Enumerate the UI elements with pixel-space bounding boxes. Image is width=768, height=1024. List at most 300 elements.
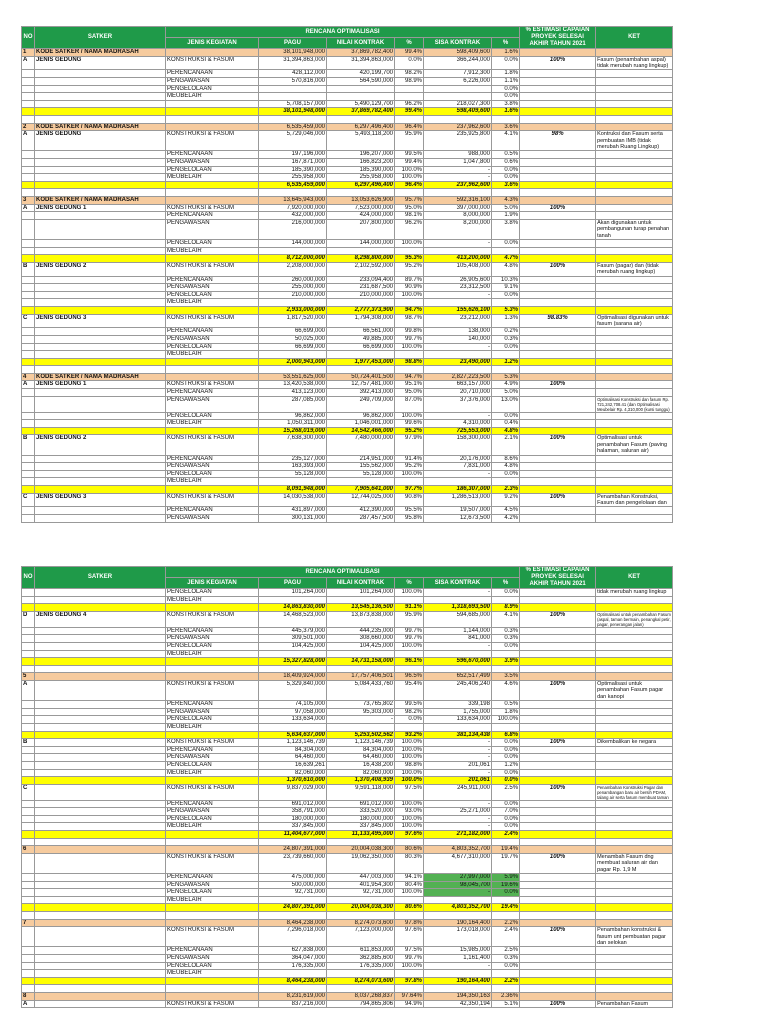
- cell-estimasi: [520, 831, 596, 839]
- cell-percent-sisa: 3.6%: [492, 181, 520, 189]
- cell-ket: Penambahan Fasum: [596, 1000, 673, 1008]
- cell-percent: 97.5%: [395, 784, 424, 800]
- cell-nilai-kontrak: 2,777,373,900: [327, 306, 395, 314]
- table-row: [22, 435, 673, 455]
- cell-no: [22, 291, 35, 299]
- cell-percent: 99.5%: [395, 701, 424, 709]
- cell-estimasi: [520, 291, 596, 299]
- cell-sisa-kontrak: [424, 85, 492, 93]
- cell-ket: [596, 174, 673, 182]
- cell-percent-sisa: 1.2%: [492, 761, 520, 769]
- header-percent: %: [395, 38, 424, 49]
- cell-estimasi: [520, 219, 596, 239]
- cell-jenis-kegiatan: PENGAWASAN: [166, 158, 259, 166]
- cell-percent-sisa: 1.1%: [492, 78, 520, 86]
- cell-pagu: 300,131,000: [259, 515, 327, 523]
- cell-ket: [596, 701, 673, 709]
- cell-pagu: 74,105,000: [259, 701, 327, 709]
- cell-percent-sisa: 7.0%: [492, 808, 520, 816]
- cell-percent: [395, 970, 424, 978]
- cell-nilai-kontrak: 412,390,000: [327, 507, 395, 515]
- cell-ket: [596, 486, 673, 494]
- cell-ket: Optimalisasi untuk penambahan Fasum (aspal, taman bermain, penangkal petir, pagar, penerangan jalan): [597, 611, 671, 627]
- cell-estimasi: [520, 658, 596, 666]
- cell-ket: [596, 708, 673, 716]
- cell-pagu: [259, 351, 327, 359]
- cell-percent: 95.9%: [395, 131, 424, 151]
- cell-satker: [35, 853, 166, 873]
- cell-percent: 89.7%: [395, 276, 424, 284]
- cell-no: [22, 93, 35, 101]
- cell-pagu: 50,025,000: [259, 335, 327, 343]
- cell-satker: [35, 673, 166, 681]
- cell-no: [22, 420, 35, 428]
- cell-estimasi: [520, 701, 596, 709]
- cell-percent-sisa: 0.4%: [492, 420, 520, 428]
- cell-no: [22, 470, 35, 478]
- cell-satker: [35, 927, 166, 947]
- cell-estimasi: 100%: [520, 381, 596, 389]
- cell-jenis-kegiatan: PENGAWASAN: [166, 754, 259, 762]
- cell-no: [22, 115, 35, 123]
- cell-satker: [35, 831, 166, 839]
- cell-ket: [596, 351, 673, 359]
- cell-ket: [596, 412, 673, 420]
- cell-jenis-kegiatan: PERENCANAAN: [166, 151, 259, 159]
- cell-sisa-kontrak: 1,286,513,000: [424, 493, 492, 507]
- cell-nilai-kontrak: [327, 650, 395, 658]
- cell-estimasi: [520, 650, 596, 658]
- cell-satker: [35, 708, 166, 716]
- header-sisa-kontrak: SISA KONTRAK: [424, 38, 492, 49]
- cell-ket: [596, 470, 673, 478]
- cell-pagu: 260,000,000: [259, 276, 327, 284]
- cell-jenis-kegiatan: KONSTRUKSI & FASUM: [166, 853, 259, 873]
- cell-percent: 95.3%: [395, 255, 424, 263]
- cell-jenis-kegiatan: PENGAWASAN: [166, 78, 259, 86]
- cell-sisa-kontrak: -: [424, 174, 492, 182]
- cell-jenis-kegiatan: [166, 366, 259, 374]
- cell-jenis-kegiatan: MEUBELAIR: [166, 769, 259, 777]
- cell-percent-sisa: 10.3%: [492, 276, 520, 284]
- cell-nilai-kontrak: 611,853,000: [327, 947, 395, 955]
- cell-nilai-kontrak: 233,094,400: [327, 276, 395, 284]
- table-row: [22, 784, 673, 800]
- cell-ket: [596, 977, 673, 985]
- cell-ket: Fasum (penambahan aspal) tidak merubah ruang lingkup): [596, 56, 673, 70]
- cell-pagu: [259, 85, 327, 93]
- cell-percent-sisa: 2.4%: [492, 927, 520, 947]
- cell-no: [22, 896, 35, 904]
- cell-nilai-kontrak: 7,905,641,000: [327, 486, 395, 494]
- cell-satker: [35, 174, 166, 182]
- cell-jenis-kegiatan: MEUBELAIR: [166, 596, 259, 604]
- cell-satker: KODE SATKER / NAMA MADRASAH: [35, 196, 166, 204]
- cell-no: [22, 463, 35, 471]
- cell-no: [22, 701, 35, 709]
- cell-ket: [596, 455, 673, 463]
- cell-nilai-kontrak: 95,303,000: [327, 708, 395, 716]
- cell-percent-sisa: 0.0%: [492, 56, 520, 70]
- cell-estimasi: [520, 665, 596, 673]
- cell-jenis-kegiatan: MEUBELAIR: [166, 299, 259, 307]
- cell-nilai-kontrak: 1,977,453,000: [327, 358, 395, 366]
- cell-no: [22, 881, 35, 889]
- cell-nilai-kontrak: [327, 93, 395, 101]
- cell-ket: [596, 716, 673, 724]
- cell-satker: [35, 993, 166, 1001]
- cell-satker: [35, 962, 166, 970]
- cell-ket: [596, 754, 673, 762]
- cell-pagu: 1,817,520,000: [259, 314, 327, 328]
- cell-jenis-kegiatan: PENGELOLAAN: [166, 962, 259, 970]
- cell-ket: [596, 189, 673, 197]
- cell-jenis-kegiatan: MEUBELAIR: [166, 896, 259, 904]
- cell-estimasi: [520, 874, 596, 882]
- cell-ket: [596, 838, 673, 846]
- cell-percent-sisa: [492, 478, 520, 486]
- cell-no: [22, 70, 35, 78]
- cell-estimasi: 100%: [520, 1000, 596, 1008]
- cell-sisa-kontrak: 592,316,100: [424, 196, 492, 204]
- cell-satker: [35, 85, 166, 93]
- cell-sisa-kontrak: 190,164,400: [424, 977, 492, 985]
- cell-percent: [395, 299, 424, 307]
- cell-estimasi: [520, 970, 596, 978]
- cell-sisa-kontrak: 4,803,352,700: [424, 846, 492, 854]
- cell-satker: JENIS GEDUNG: [35, 56, 166, 70]
- cell-satker: JENIS GEDUNG 1: [35, 381, 166, 389]
- cell-nilai-kontrak: 5,253,502,562: [327, 731, 395, 739]
- cell-jenis-kegiatan: [166, 665, 259, 673]
- cell-nilai-kontrak: 1,046,001,000: [327, 420, 395, 428]
- cell-sisa-kontrak: 201,061: [424, 777, 492, 785]
- cell-percent: 97.7%: [395, 486, 424, 494]
- header-nilai-kontrak: NILAI KONTRAK: [327, 38, 395, 49]
- cell-sisa-kontrak: [424, 650, 492, 658]
- cell-jenis-kegiatan: PERENCANAAN: [166, 212, 259, 220]
- cell-sisa-kontrak: 201,061: [424, 761, 492, 769]
- table-row: [22, 650, 673, 658]
- cell-estimasi: [520, 708, 596, 716]
- section-header-row: [22, 196, 673, 204]
- cell-estimasi: 100%: [520, 493, 596, 507]
- table-row: [22, 823, 673, 831]
- cell-satker: [35, 665, 166, 673]
- cell-ket: Menambah Fasum dng membuat saluran air dan pagar Rp. 1,9 M: [596, 853, 673, 873]
- cell-jenis-kegiatan: [166, 306, 259, 314]
- cell-no: [22, 947, 35, 955]
- cell-nilai-kontrak: 444,235,000: [327, 627, 395, 635]
- cell-percent: 95.8%: [395, 515, 424, 523]
- cell-satker: [35, 1000, 166, 1008]
- cell-no: [22, 166, 35, 174]
- cell-pagu: 14,030,538,000: [259, 493, 327, 507]
- cell-sisa-kontrak: 19,507,000: [424, 507, 492, 515]
- cell-jenis-kegiatan: PENGAWASAN: [166, 635, 259, 643]
- cell-ket: [596, 49, 673, 57]
- cell-percent: [395, 189, 424, 197]
- cell-jenis-kegiatan: [166, 777, 259, 785]
- cell-percent-sisa: [492, 985, 520, 993]
- cell-satker: [35, 912, 166, 920]
- cell-sisa-kontrak: -: [424, 412, 492, 420]
- cell-nilai-kontrak: 73,765,802: [327, 701, 395, 709]
- cell-percent: 100.0%: [395, 239, 424, 247]
- cell-percent-sisa: 1.9%: [492, 212, 520, 220]
- cell-sisa-kontrak: 652,517,499: [424, 673, 492, 681]
- cell-sisa-kontrak: -: [424, 800, 492, 808]
- cell-nilai-kontrak: [327, 985, 395, 993]
- cell-sisa-kontrak: 26,905,600: [424, 276, 492, 284]
- cell-pagu: 14,863,830,000: [259, 604, 327, 612]
- cell-satker: [35, 470, 166, 478]
- cell-jenis-kegiatan: PENGELOLAAN: [166, 889, 259, 897]
- table-row: [22, 761, 673, 769]
- cell-ket: [596, 604, 673, 612]
- cell-percent: 95.2%: [395, 262, 424, 276]
- cell-sisa-kontrak: 381,134,438: [424, 731, 492, 739]
- section-header-row: [22, 123, 673, 131]
- cell-estimasi: [520, 896, 596, 904]
- cell-percent-sisa: [492, 665, 520, 673]
- section-header-row: [22, 919, 673, 927]
- cell-nilai-kontrak: 37,869,782,400: [327, 108, 395, 116]
- cell-estimasi: [520, 85, 596, 93]
- cell-pagu: 167,871,000: [259, 158, 327, 166]
- cell-sisa-kontrak: -: [424, 754, 492, 762]
- cell-satker: [35, 800, 166, 808]
- cell-estimasi: [520, 412, 596, 420]
- cell-percent: [395, 478, 424, 486]
- spreadsheet-page-2: [21, 566, 672, 1024]
- cell-sisa-kontrak: [424, 299, 492, 307]
- cell-pagu: 38,101,948,000: [259, 49, 327, 57]
- cell-nilai-kontrak: 308,660,000: [327, 635, 395, 643]
- cell-percent-sisa: 5.3%: [492, 306, 520, 314]
- cell-ket: [596, 962, 673, 970]
- cell-no: [22, 100, 35, 108]
- cell-nilai-kontrak: 66,699,000: [327, 343, 395, 351]
- cell-sisa-kontrak: 140,000: [424, 335, 492, 343]
- cell-percent-sisa: 0.0%: [492, 746, 520, 754]
- cell-sisa-kontrak: 27,997,000: [424, 874, 492, 882]
- cell-estimasi: [520, 838, 596, 846]
- cell-percent: [395, 665, 424, 673]
- cell-nilai-kontrak: 13,873,838,000: [327, 611, 395, 627]
- cell-no: [22, 158, 35, 166]
- cell-jenis-kegiatan: [166, 100, 259, 108]
- cell-nilai-kontrak: 144,000,000: [327, 239, 395, 247]
- cell-estimasi: [520, 604, 596, 612]
- cell-jenis-kegiatan: PERENCANAAN: [166, 328, 259, 336]
- cell-percent-sisa: 4.9%: [492, 381, 520, 389]
- table-row: [22, 262, 673, 276]
- cell-nilai-kontrak: 8,274,073,600: [327, 919, 395, 927]
- cell-satker: [35, 701, 166, 709]
- cell-no: [22, 912, 35, 920]
- optimization-table-2: [21, 566, 673, 1008]
- cell-percent-sisa: 0.0%: [492, 174, 520, 182]
- cell-percent: 100.0%: [395, 412, 424, 420]
- cell-estimasi: [520, 306, 596, 314]
- cell-no: [22, 276, 35, 284]
- table-row: [22, 723, 673, 731]
- cell-estimasi: [520, 343, 596, 351]
- cell-ket: [596, 919, 673, 927]
- table-row: [22, 455, 673, 463]
- cell-percent: 91.1%: [395, 604, 424, 612]
- cell-pagu: 5,634,637,000: [259, 731, 327, 739]
- subtotal-row: [22, 977, 673, 985]
- table-row: [22, 212, 673, 220]
- cell-satker: [35, 284, 166, 292]
- cell-nilai-kontrak: 255,958,000: [327, 174, 395, 182]
- table-row: [22, 889, 673, 897]
- cell-estimasi: [520, 276, 596, 284]
- cell-nilai-kontrak: 5,084,433,760: [327, 680, 395, 700]
- table-row: [22, 478, 673, 486]
- cell-sisa-kontrak: 23,312,500: [424, 284, 492, 292]
- cell-nilai-kontrak: 16,438,200: [327, 761, 395, 769]
- cell-jenis-kegiatan: MEUBELAIR: [166, 650, 259, 658]
- cell-nilai-kontrak: 2,102,592,000: [327, 262, 395, 276]
- cell-ket: [596, 985, 673, 993]
- cell-pagu: 8,464,238,000: [259, 977, 327, 985]
- cell-ket: Optimalisasi untuk penambahan Fasum pagar dan kanopi: [596, 680, 673, 700]
- cell-ket: [596, 427, 673, 435]
- cell-percent-sisa: 19.7%: [492, 853, 520, 873]
- cell-pagu: 82,060,000: [259, 769, 327, 777]
- cell-no: [22, 189, 35, 197]
- cell-sisa-kontrak: -: [424, 746, 492, 754]
- cell-sisa-kontrak: 598,409,600: [424, 49, 492, 57]
- cell-percent: 94.7%: [395, 306, 424, 314]
- cell-percent-sisa: 0.0%: [492, 85, 520, 93]
- cell-sisa-kontrak: 7,831,000: [424, 463, 492, 471]
- table-row: [22, 151, 673, 159]
- cell-estimasi: [520, 716, 596, 724]
- cell-sisa-kontrak: 25,271,000: [424, 808, 492, 816]
- cell-estimasi: [520, 731, 596, 739]
- cell-satker: [35, 478, 166, 486]
- cell-ket: [596, 478, 673, 486]
- table-row: [22, 642, 673, 650]
- cell-estimasi: 100%: [520, 927, 596, 947]
- cell-nilai-kontrak: 31,394,863,000: [327, 56, 395, 70]
- cell-pagu: [259, 970, 327, 978]
- cell-satker: [35, 108, 166, 116]
- table-body-2: [22, 589, 673, 1008]
- cell-jenis-kegiatan: PERENCANAAN: [166, 70, 259, 78]
- cell-nilai-kontrak: 337,845,000: [327, 823, 395, 831]
- cell-ket: Dikembalikan ke negara: [596, 739, 673, 747]
- cell-sisa-kontrak: 20,710,000: [424, 389, 492, 397]
- cell-satker: [35, 412, 166, 420]
- cell-no: [22, 777, 35, 785]
- cell-nilai-kontrak: 180,000,000: [327, 815, 395, 823]
- cell-pagu: 337,845,000: [259, 823, 327, 831]
- cell-jenis-kegiatan: PERENCANAAN: [166, 276, 259, 284]
- cell-ket: Optimalisasi digunakan untuk fasum (sarana air): [596, 314, 673, 328]
- cell-pagu: 1,050,311,000: [259, 420, 327, 428]
- cell-percent: 97.8%: [395, 919, 424, 927]
- cell-pagu: 500,000,000: [259, 881, 327, 889]
- cell-percent-sisa: [492, 596, 520, 604]
- cell-sisa-kontrak: [424, 723, 492, 731]
- cell-sisa-kontrak: 725,553,000: [424, 427, 492, 435]
- cell-no: 4: [22, 373, 35, 381]
- cell-percent-sisa: 0.0%: [492, 889, 520, 897]
- cell-pagu: 5,329,840,000: [259, 680, 327, 700]
- cell-ket: [596, 151, 673, 159]
- cell-estimasi: 98.83%: [520, 314, 596, 328]
- cell-jenis-kegiatan: PERENCANAAN: [166, 455, 259, 463]
- cell-percent-sisa: 0.0%: [492, 815, 520, 823]
- cell-sisa-kontrak: 339,198: [424, 701, 492, 709]
- cell-ket: [596, 823, 673, 831]
- cell-percent: 96.2%: [395, 219, 424, 239]
- cell-no: C: [22, 314, 35, 328]
- cell-percent-sisa: 4.5%: [492, 507, 520, 515]
- cell-jenis-kegiatan: [166, 49, 259, 57]
- cell-percent: 99.4%: [395, 158, 424, 166]
- cell-jenis-kegiatan: [166, 115, 259, 123]
- table-row: [22, 754, 673, 762]
- cell-ket: [596, 642, 673, 650]
- cell-sisa-kontrak: 194,350,163: [424, 993, 492, 1001]
- cell-jenis-kegiatan: [166, 196, 259, 204]
- cell-satker: [35, 716, 166, 724]
- cell-estimasi: [520, 627, 596, 635]
- cell-pagu: [259, 896, 327, 904]
- cell-satker: [35, 78, 166, 86]
- cell-ket: [596, 507, 673, 515]
- table-row: [22, 853, 673, 873]
- cell-estimasi: [520, 673, 596, 681]
- cell-nilai-kontrak: 196,207,000: [327, 151, 395, 159]
- cell-percent-sisa: [492, 838, 520, 846]
- header-percent-sisa: %: [492, 38, 520, 49]
- cell-satker: [35, 158, 166, 166]
- cell-ket: [596, 115, 673, 123]
- table-row: [22, 166, 673, 174]
- cell-nilai-kontrak: 287,457,500: [327, 515, 395, 523]
- cell-estimasi: [520, 196, 596, 204]
- cell-percent: [395, 723, 424, 731]
- cell-pagu: 18,409,924,000: [259, 673, 327, 681]
- header-estimasi: % ESTIMASI CAPAIAN PROYEK SELESAI AKHIR TAHUN 2021: [520, 27, 596, 49]
- cell-percent-sisa: 1.6%: [492, 108, 520, 116]
- subtotal-row: [22, 358, 673, 366]
- cell-sisa-kontrak: 663,157,000: [424, 381, 492, 389]
- cell-nilai-kontrak: 8,037,268,837: [327, 993, 395, 1001]
- cell-satker: [35, 189, 166, 197]
- cell-satker: [35, 627, 166, 635]
- cell-satker: [35, 396, 166, 412]
- cell-ket: [596, 881, 673, 889]
- cell-nilai-kontrak: 7,480,000,000: [327, 435, 395, 455]
- cell-pagu: 255,958,000: [259, 174, 327, 182]
- cell-pagu: 309,501,000: [259, 635, 327, 643]
- table-row: [22, 800, 673, 808]
- cell-sisa-kontrak: -: [424, 769, 492, 777]
- cell-pagu: 6,535,459,000: [259, 123, 327, 131]
- cell-satker: [35, 507, 166, 515]
- header-pagu: PAGU: [259, 578, 327, 589]
- section-header-row: [22, 673, 673, 681]
- cell-estimasi: [520, 962, 596, 970]
